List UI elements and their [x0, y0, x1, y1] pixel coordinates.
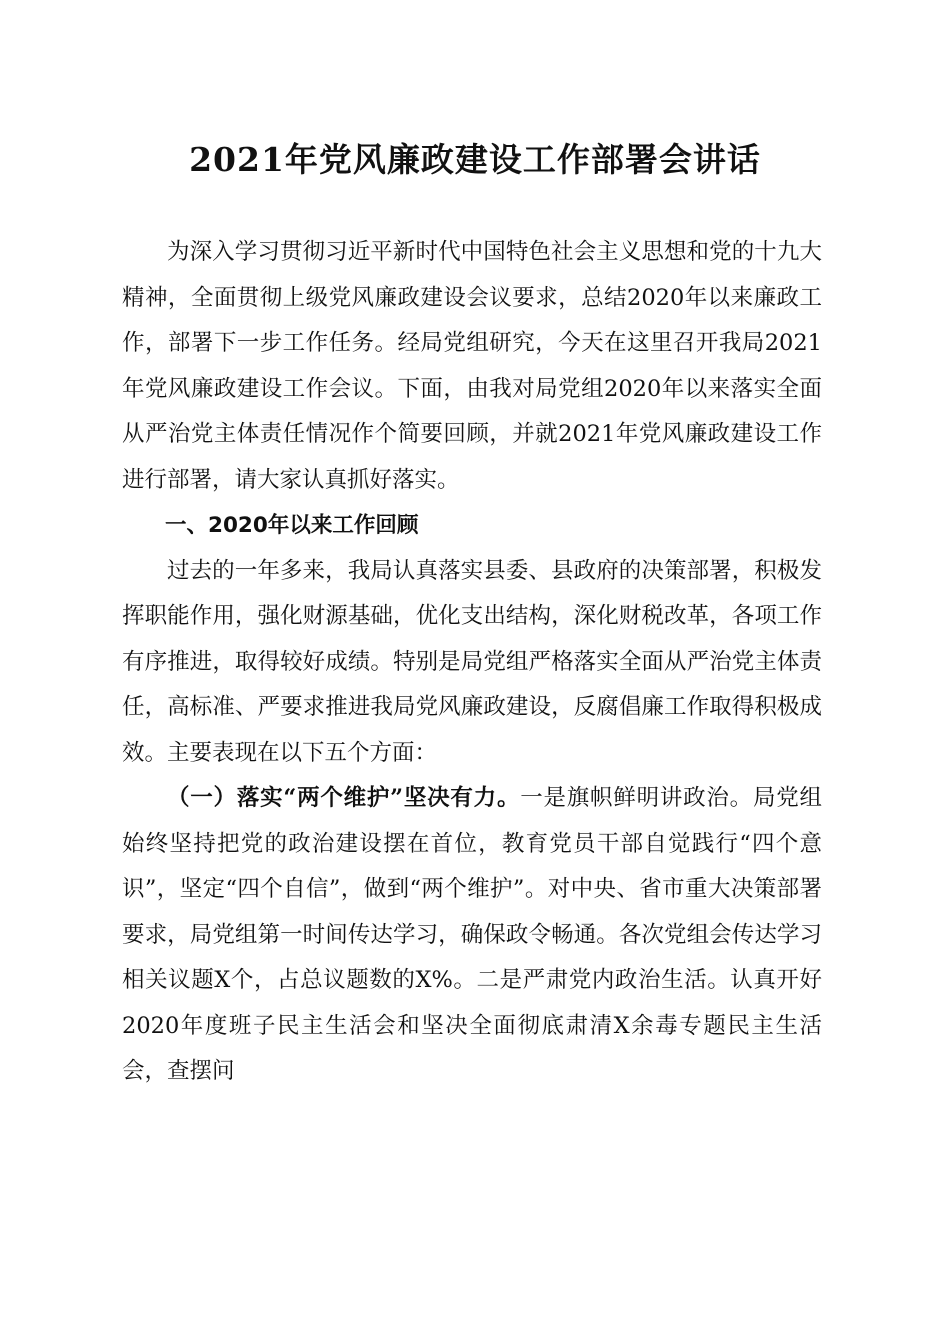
document-body	[122, 230, 822, 1095]
document-title: 2021年党风廉政建设工作部署会讲话	[189, 140, 761, 179]
subsection-heading: （一）落实“两个维护”坚决有力。	[167, 785, 521, 811]
section-paragraph: 过去的一年多来，我局认真落实县委、县政府的决策部署，积极发挥职能作用，强化财源基础，优化支出结构，深化财税改革，各项工作有序推进，取得较好成绩。特别是局党组严格落实全面从严治党主体责任，高标准、严要求推进我局党风廉政建设，反腐倡廉工作取得积极成效。主要表现在以下五个方面：	[122, 557, 822, 766]
subsection-paragraph	[122, 776, 822, 1095]
section-heading: 一、2020年以来工作回顾	[165, 513, 419, 538]
subsection-body: 一是旗帜鲜明讲政治。局党组始终坚持把党的政治建设摆在首位，教育党员干部自觉践行“四个意识”，坚定“四个自信”，做到“两个维护”。对中央、省市重大决策部署要求，局党组第一时间传达学习，确保政令畅通。各次党组会传达学习相关议题X个，占总议题数的X%。二是严肃党内政治生活。认真开好2020年度班子民主生活会和坚决全面彻底肃清X余毒专题民主生活会，查摆问	[122, 785, 822, 1084]
intro-paragraph: 为深入学习贯彻习近平新时代中国特色社会主义思想和党的十九大精神，全面贯彻上级党风廉政建设会议要求，总结2020年以来廉政工作，部署下一步工作任务。经局党组研究，今天在这里召开我局2021年党风廉政建设工作会议。下面，由我对局党组2020年以来落实全面从严治党主体责任情况作个简要回顾，并就2021年党风廉政建设工作进行部署，请大家认真抓好落实。	[122, 239, 822, 493]
